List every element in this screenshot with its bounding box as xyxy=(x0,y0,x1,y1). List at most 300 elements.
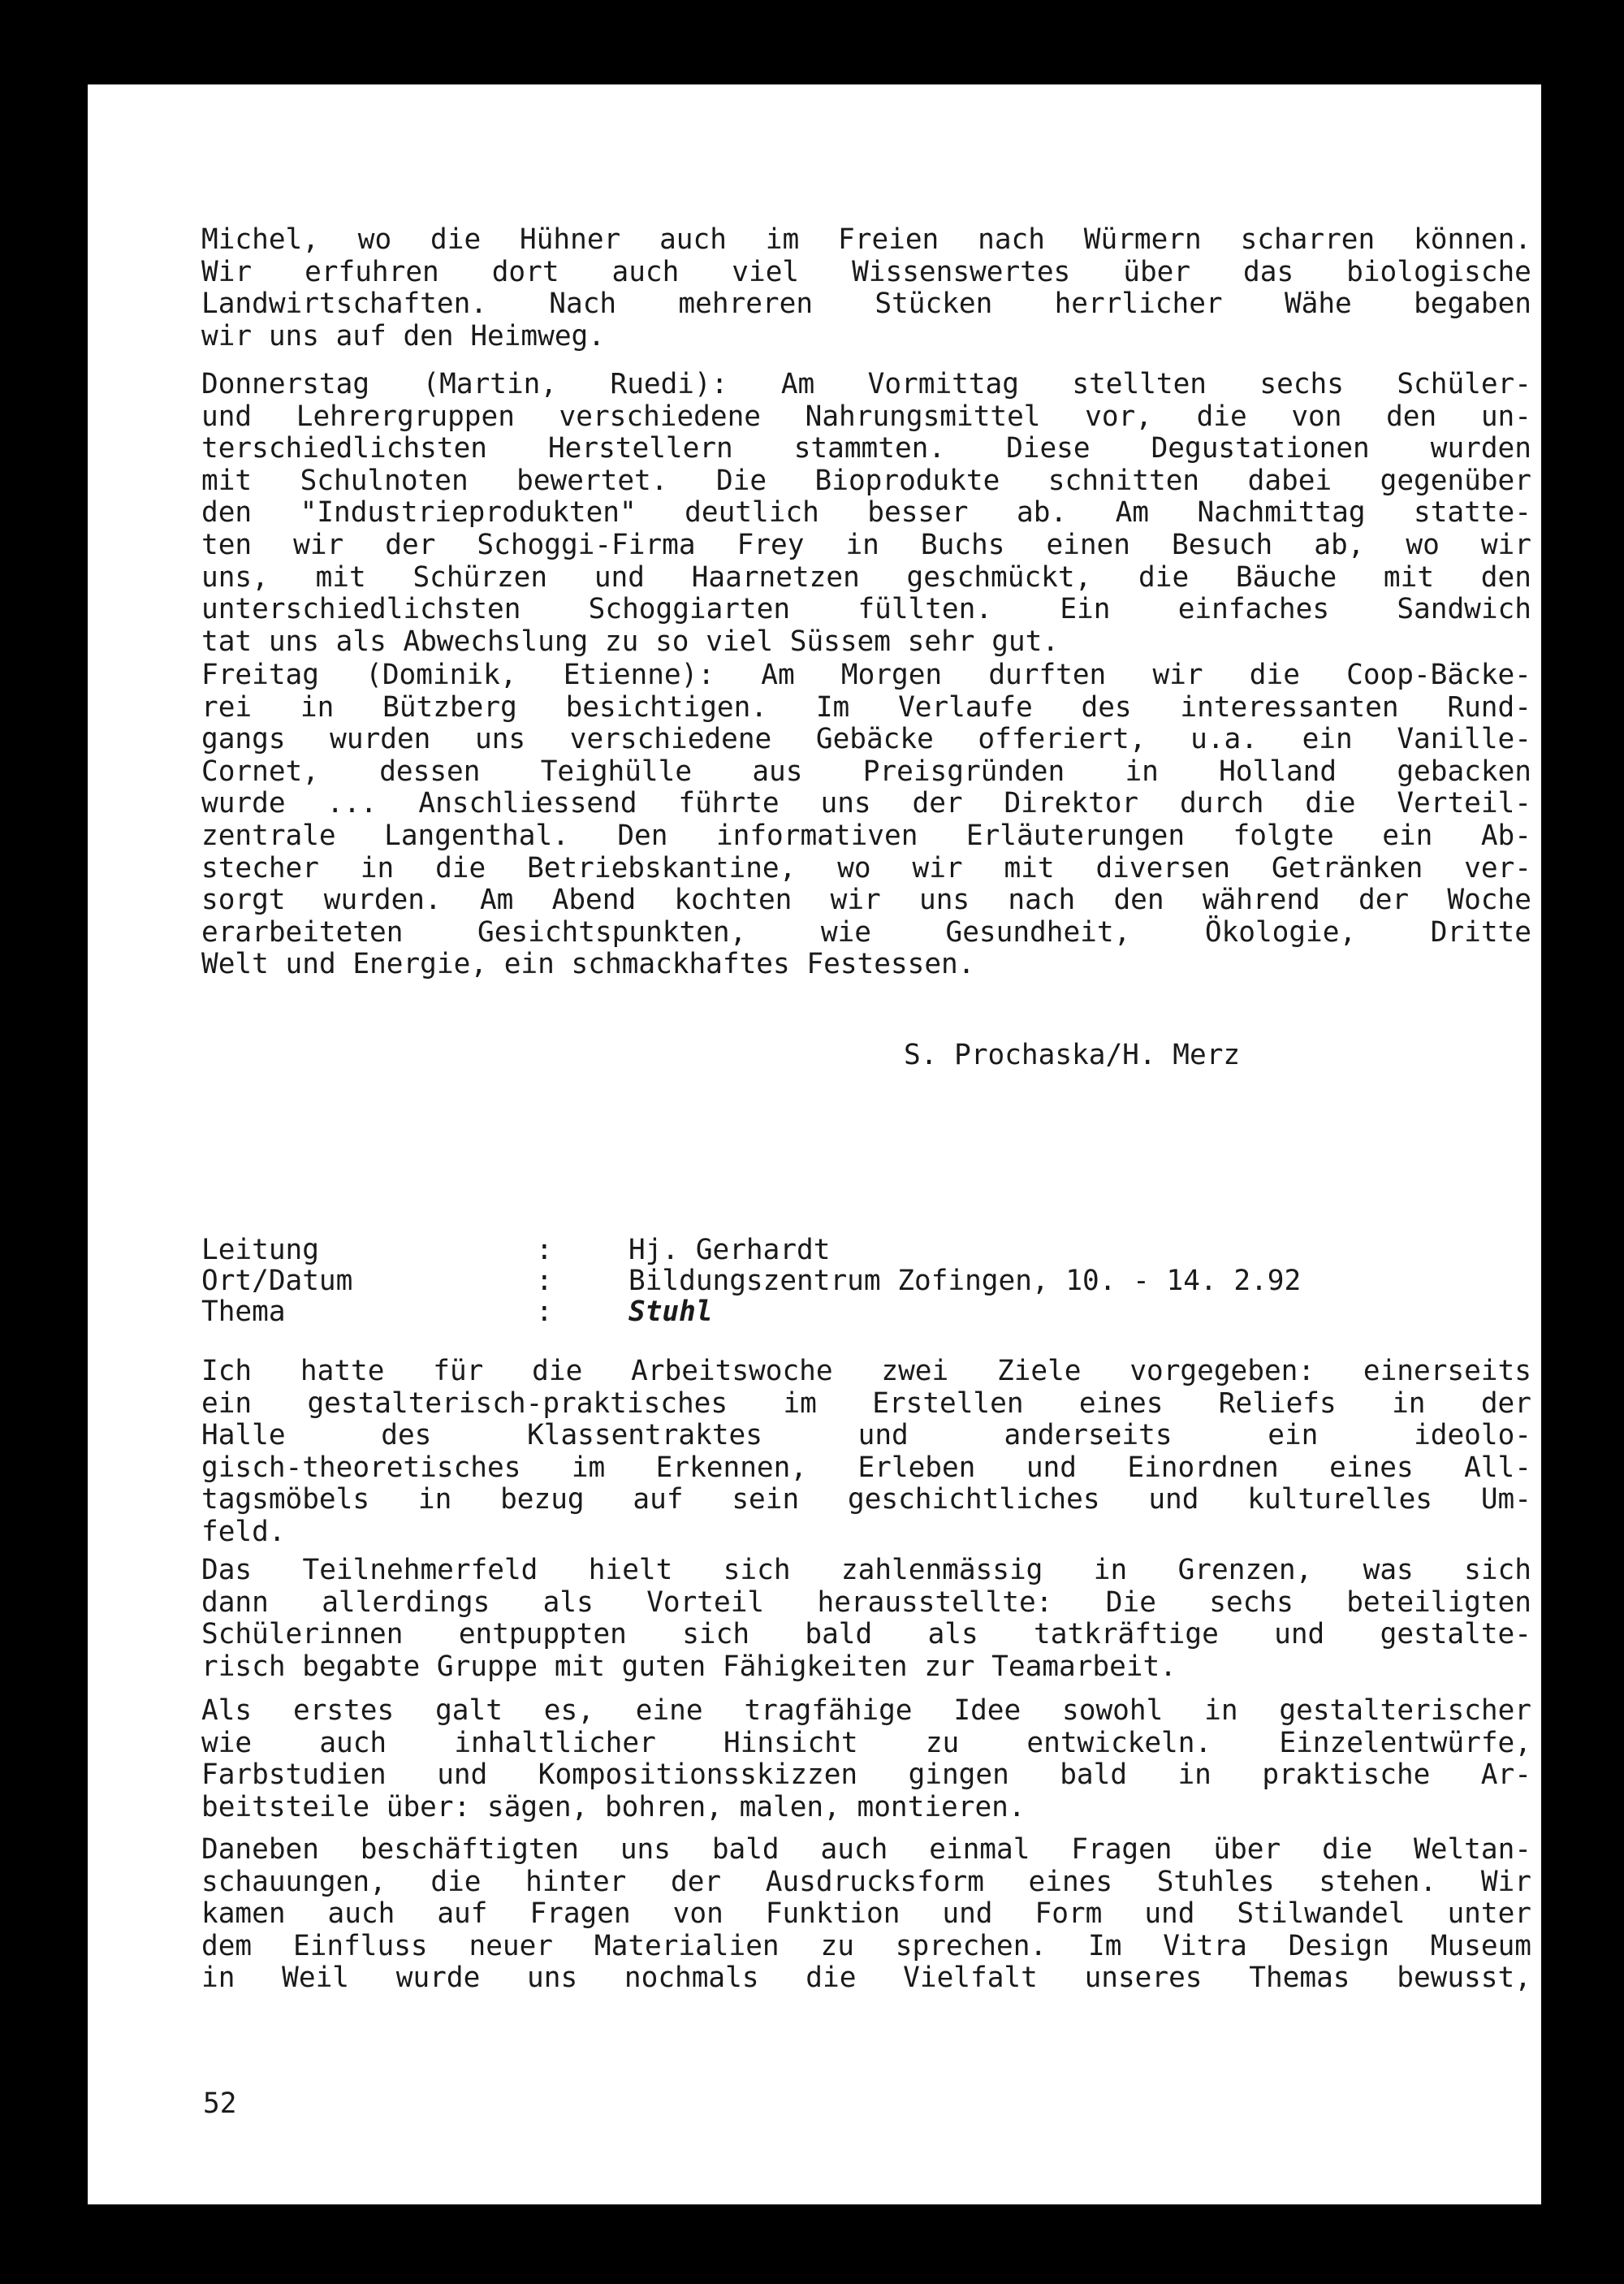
word: Einfluss xyxy=(292,1929,428,1962)
course-info-ort-datum xyxy=(201,1265,1301,1296)
word: Am xyxy=(780,368,815,400)
text-line xyxy=(201,1962,1531,1995)
word: begaben xyxy=(1414,288,1531,321)
word: herrlicher xyxy=(1054,288,1223,321)
word: Preisgründen xyxy=(862,755,1065,788)
word: Am xyxy=(1115,496,1149,530)
word: auf xyxy=(437,1897,488,1931)
word: einerseits xyxy=(1363,1355,1531,1387)
word: den xyxy=(1480,560,1531,594)
word: Halle xyxy=(201,1419,286,1452)
word: zentrale xyxy=(201,819,336,852)
word: tagsmöbels xyxy=(201,1483,370,1516)
word: Betriebskantine, xyxy=(527,851,797,885)
text-line xyxy=(201,949,1531,981)
word: Als xyxy=(201,1694,253,1727)
word: und xyxy=(1144,1897,1195,1931)
word: Vorteil xyxy=(646,1585,765,1619)
text-line xyxy=(201,1728,1531,1760)
word: Haarnetzen xyxy=(691,560,860,594)
word: inhaltlicher xyxy=(454,1726,656,1759)
word: wurde xyxy=(201,787,286,820)
word: folgte xyxy=(1233,819,1334,852)
word: bohren, xyxy=(604,1790,740,1823)
word: Teamarbeit. xyxy=(991,1650,1177,1683)
word: gestalte- xyxy=(1380,1618,1531,1651)
word: ab. xyxy=(1016,496,1068,530)
word: allerdings xyxy=(322,1585,490,1619)
word: herausstellte: xyxy=(817,1585,1053,1619)
word: un- xyxy=(1480,400,1531,433)
word: offeriert, xyxy=(978,723,1147,756)
word: die xyxy=(1196,400,1247,433)
word: Kompositionsskizzen xyxy=(538,1758,858,1792)
word: Fähigkeiten xyxy=(722,1650,925,1683)
meta-separator: : xyxy=(536,1296,553,1328)
word: ein xyxy=(1382,819,1433,852)
word: den xyxy=(1386,400,1437,433)
word: Bioprodukte xyxy=(814,464,1000,497)
word: informativen xyxy=(715,819,918,852)
word: einfaches xyxy=(1177,593,1330,626)
word: in xyxy=(1125,755,1159,788)
word: Lehrergruppen xyxy=(296,400,515,433)
word: wurden. xyxy=(323,884,442,917)
word: rei xyxy=(201,690,253,724)
word: Rund- xyxy=(1447,690,1531,724)
word: Das xyxy=(201,1554,253,1586)
word: Am xyxy=(479,884,514,917)
word: gebacken xyxy=(1397,755,1531,788)
word: Stuhles xyxy=(1156,1865,1275,1898)
word: sechs xyxy=(1259,368,1344,400)
word: gut. xyxy=(991,625,1060,658)
word: malen, xyxy=(739,1790,857,1823)
word: und xyxy=(857,1419,909,1452)
word: wir xyxy=(830,884,881,917)
word: Gebäcke xyxy=(815,723,934,756)
word: viel xyxy=(732,255,800,288)
word: Ziele xyxy=(996,1355,1082,1387)
word: Vitra xyxy=(1163,1929,1247,1962)
word: und xyxy=(1148,1483,1199,1516)
word: als xyxy=(927,1618,978,1651)
word: praktische xyxy=(1262,1758,1431,1792)
word: der xyxy=(385,528,436,561)
course-info xyxy=(201,1235,1301,1327)
word: durften xyxy=(988,659,1107,691)
word: in xyxy=(417,1483,452,1516)
word: Nachmittag xyxy=(1197,496,1366,530)
word: die xyxy=(1249,659,1300,691)
word: in xyxy=(845,528,879,561)
word: Anschliessend xyxy=(418,787,637,820)
word: den xyxy=(403,319,471,353)
text-line xyxy=(201,257,1531,289)
word: stammten. xyxy=(793,432,946,465)
word: statte- xyxy=(1414,496,1531,530)
signature: S. Prochaska/H. Merz xyxy=(904,1039,1241,1071)
word: Nahrungsmittel xyxy=(805,400,1041,433)
word: Degustationen xyxy=(1151,432,1370,465)
word: Energie, xyxy=(352,948,504,981)
word: bald xyxy=(805,1618,873,1651)
word: Schoggiarten xyxy=(588,593,791,626)
word: schmackhaftes xyxy=(571,948,807,981)
word: Im xyxy=(815,690,850,724)
word: (Martin, xyxy=(422,368,558,400)
word: deutlich xyxy=(685,496,819,530)
word: sehr xyxy=(907,625,992,658)
word: guten xyxy=(621,1650,723,1683)
word: wir xyxy=(201,319,269,353)
word: als xyxy=(335,625,404,658)
word: auch xyxy=(820,1833,888,1866)
word: Nach xyxy=(549,288,617,321)
word: einmal xyxy=(929,1833,1030,1866)
text-line xyxy=(201,1356,1531,1388)
word: wurde xyxy=(395,1962,481,1995)
word: wo xyxy=(1406,528,1440,561)
word: Erkennen, xyxy=(655,1451,808,1484)
text-line xyxy=(201,885,1531,917)
word: zu xyxy=(925,1726,960,1759)
word: als xyxy=(542,1585,594,1619)
word: bald xyxy=(1060,1758,1128,1792)
paragraph-freitag xyxy=(201,660,1531,981)
word: mit xyxy=(201,464,253,497)
paragraph-ziele xyxy=(201,1356,1531,1549)
text-line xyxy=(201,465,1531,498)
text-line xyxy=(201,626,1531,659)
word: ein xyxy=(1268,1419,1319,1452)
word: auf xyxy=(633,1483,684,1516)
text-line xyxy=(201,1516,1531,1549)
word: Im xyxy=(1088,1929,1122,1962)
word: beschäftigten xyxy=(360,1833,579,1866)
word: entwickeln. xyxy=(1026,1726,1212,1759)
word: Schülerinnen xyxy=(201,1618,404,1651)
word: der xyxy=(671,1865,722,1898)
word: Michel, xyxy=(201,223,319,256)
word: "Industrieprodukten" xyxy=(300,496,637,530)
word: Am xyxy=(761,659,795,691)
word: ideolo- xyxy=(1414,1419,1531,1452)
word: des xyxy=(381,1419,432,1452)
word: hatte xyxy=(300,1355,385,1387)
word: gangs xyxy=(201,723,286,756)
meta-separator: : xyxy=(536,1265,553,1297)
word: wie xyxy=(201,1726,253,1759)
word: mehreren xyxy=(678,288,814,321)
word: Freien xyxy=(838,223,939,256)
word: sprechen. xyxy=(895,1929,1047,1962)
word: Arbeitswoche xyxy=(631,1355,833,1387)
word: des xyxy=(1081,690,1132,724)
word: die xyxy=(435,851,486,885)
word: Gruppe xyxy=(436,1650,555,1683)
word: Besuch xyxy=(1171,528,1273,561)
word: dort xyxy=(491,255,559,288)
meta-label: Leitung xyxy=(201,1234,319,1266)
word: im xyxy=(783,1386,817,1420)
word: Ar- xyxy=(1480,1758,1531,1792)
text-line xyxy=(201,288,1531,321)
word: die xyxy=(806,1962,857,1995)
word: Ruedi): xyxy=(610,368,728,400)
word: Daneben xyxy=(201,1833,319,1866)
word: tatkräftige xyxy=(1034,1618,1219,1651)
word: der xyxy=(1358,884,1410,917)
word: galt xyxy=(435,1694,503,1727)
text-line xyxy=(201,369,1531,401)
word: Schulnoten xyxy=(300,464,469,497)
word: bewusst, xyxy=(1397,1962,1531,1995)
word: Schüler- xyxy=(1397,368,1531,400)
word: ein xyxy=(1302,723,1353,756)
word: Gesichtspunkten, xyxy=(477,915,747,949)
word: beitsteile xyxy=(201,1790,387,1823)
word: von xyxy=(672,1897,723,1931)
word: feld. xyxy=(201,1515,286,1548)
word: Abend xyxy=(551,884,637,917)
word: Verlaufe xyxy=(898,690,1033,724)
text-line xyxy=(201,1759,1531,1792)
word: entpuppten xyxy=(458,1618,627,1651)
word: Vielfalt xyxy=(903,1962,1038,1995)
word: geschmückt, xyxy=(906,560,1092,594)
word: schauungen, xyxy=(201,1865,387,1898)
word: Getränken xyxy=(1271,851,1423,885)
word: zahlenmässig xyxy=(840,1554,1043,1586)
text-line xyxy=(201,433,1531,465)
word: ab, xyxy=(1314,528,1365,561)
word: wurden xyxy=(1430,432,1531,465)
word: dessen xyxy=(379,755,481,788)
text-line xyxy=(201,497,1531,530)
word: sechs xyxy=(1209,1585,1294,1619)
word: in xyxy=(300,690,335,724)
word: so xyxy=(655,625,706,658)
word: Hühner xyxy=(520,223,621,256)
paragraph-weltanschauungen xyxy=(201,1834,1531,1995)
word: Bäuche xyxy=(1235,560,1337,594)
word: von xyxy=(1291,400,1342,433)
word: ... xyxy=(326,787,378,820)
word: einen xyxy=(1046,528,1130,561)
meta-value-theme: Stuhl xyxy=(628,1296,713,1328)
word: scharren xyxy=(1240,223,1376,256)
word: es, xyxy=(543,1694,594,1727)
word: montieren. xyxy=(857,1790,1026,1823)
word: tragfähige xyxy=(744,1694,913,1727)
text-line xyxy=(201,788,1531,820)
document-page xyxy=(88,84,1541,2204)
word: Gesundheit, xyxy=(945,915,1131,949)
text-line xyxy=(201,917,1531,950)
word: wir xyxy=(1152,659,1203,691)
word: All- xyxy=(1464,1451,1531,1484)
word: bezug xyxy=(500,1483,585,1516)
word: wo xyxy=(837,851,871,885)
word: die xyxy=(1305,787,1356,820)
word: die xyxy=(430,223,482,256)
text-line xyxy=(201,1555,1531,1587)
word: auf xyxy=(335,319,404,353)
word: und xyxy=(594,560,645,594)
word: uns xyxy=(918,884,970,917)
word: Wissenswertes xyxy=(852,255,1071,288)
word: für xyxy=(433,1355,484,1387)
word: Ökologie, xyxy=(1204,915,1357,949)
word: stecher xyxy=(201,851,319,885)
word: nochmals xyxy=(624,1962,759,1995)
word: begabte xyxy=(302,1650,437,1683)
word: erfuhren xyxy=(304,255,439,288)
course-info-thema xyxy=(201,1296,1301,1327)
word: Herstellern xyxy=(547,432,733,465)
word: Langenthal. xyxy=(384,819,569,852)
word: stellten xyxy=(1072,368,1207,400)
word: Teilnehmerfeld xyxy=(302,1554,538,1586)
word: Funktion xyxy=(765,1897,901,1931)
word: uns, xyxy=(201,560,269,594)
word: biologische xyxy=(1346,255,1531,288)
text-line xyxy=(201,1898,1531,1931)
word: Farbstudien xyxy=(201,1758,387,1792)
text-line xyxy=(201,1867,1531,1899)
word: verschiedene xyxy=(559,400,762,433)
word: sowohl xyxy=(1062,1694,1164,1727)
meta-value: Bildungszentrum Zofingen, 10. - 14. 2.92 xyxy=(628,1265,1302,1297)
word: sich xyxy=(723,1554,791,1586)
word: zwei xyxy=(881,1355,949,1387)
word: auch xyxy=(659,223,727,256)
meta-value: Hj. Gerhardt xyxy=(628,1234,831,1266)
word: diversen xyxy=(1095,851,1231,885)
word: der xyxy=(912,787,963,820)
word: Diese xyxy=(1006,432,1091,465)
word: führte xyxy=(678,787,780,820)
word: wo xyxy=(357,223,392,256)
word: uns xyxy=(820,787,871,820)
word: Welt xyxy=(201,948,286,981)
word: in xyxy=(1392,1386,1426,1420)
word: hinter xyxy=(525,1865,627,1898)
word: Freitag xyxy=(201,659,319,691)
word: neuer xyxy=(469,1929,554,1962)
paragraph-michel xyxy=(201,224,1531,353)
word: Form xyxy=(1034,1897,1103,1931)
word: Sandwich xyxy=(1397,593,1531,626)
word: anderseits xyxy=(1004,1419,1173,1452)
word: Wähe xyxy=(1284,288,1352,321)
word: Schürzen xyxy=(412,560,548,594)
word: unseres xyxy=(1084,1962,1203,1995)
text-line xyxy=(201,224,1531,257)
word: wir xyxy=(912,851,963,885)
word: auch xyxy=(319,1726,387,1759)
word: in xyxy=(201,1962,235,1995)
word: Einordnen xyxy=(1127,1451,1279,1484)
word: geschichtliches xyxy=(847,1483,1100,1516)
word: schnitten xyxy=(1047,464,1200,497)
word: hielt xyxy=(588,1554,673,1586)
meta-separator: : xyxy=(536,1234,553,1266)
word: die xyxy=(1322,1833,1373,1866)
word: mit xyxy=(1004,851,1055,885)
word: Woche xyxy=(1447,884,1531,917)
word: ein xyxy=(201,1386,253,1420)
word: Idee xyxy=(953,1694,1021,1727)
word: uns xyxy=(527,1962,578,1995)
word: Cornet, xyxy=(201,755,319,788)
word: eines xyxy=(1028,1865,1113,1898)
word: Würmern xyxy=(1083,223,1202,256)
word: Ausdrucksform xyxy=(765,1865,984,1898)
word: Etienne): xyxy=(563,659,715,691)
word: nach xyxy=(1008,884,1076,917)
word: Weltan- xyxy=(1414,1833,1531,1866)
word: unter xyxy=(1447,1897,1531,1931)
word: dann xyxy=(201,1585,269,1619)
word: Die xyxy=(1105,1585,1156,1619)
word: ver- xyxy=(1464,851,1531,885)
word: Ab- xyxy=(1480,819,1531,852)
word: eine xyxy=(635,1694,703,1727)
word: die xyxy=(430,1865,482,1898)
meta-label: Ort/Datum xyxy=(201,1265,353,1297)
word: gestalterisch-praktisches xyxy=(307,1386,728,1420)
word: terschiedlichsten xyxy=(201,432,487,465)
word: was xyxy=(1363,1554,1414,1586)
word: über: xyxy=(386,1790,487,1823)
word: uns xyxy=(268,319,336,353)
word: verschiedene xyxy=(569,723,772,756)
word: Materialien xyxy=(594,1929,780,1962)
word: Dritte xyxy=(1430,915,1531,949)
word: eines xyxy=(1078,1386,1164,1420)
word: besichtigen. xyxy=(565,690,768,724)
word: Fragen xyxy=(1071,1833,1173,1866)
word: stehen. xyxy=(1319,1865,1437,1898)
page-number: 52 xyxy=(203,2087,237,2120)
word: bewertet. xyxy=(516,464,668,497)
text-line xyxy=(201,594,1531,626)
word: Grenzen, xyxy=(1177,1554,1313,1586)
word: Stücken xyxy=(875,288,993,321)
word: risch xyxy=(201,1650,303,1683)
word: und xyxy=(201,400,253,433)
text-line xyxy=(201,321,1531,353)
word: Hinsicht xyxy=(723,1726,858,1759)
word: Teighülle xyxy=(540,755,693,788)
word: Weil xyxy=(282,1962,349,1995)
word: Coop-Bäcke- xyxy=(1346,659,1531,691)
text-line xyxy=(201,1834,1531,1867)
text-line xyxy=(201,1452,1531,1485)
word: uns xyxy=(620,1833,671,1866)
paragraph-idee xyxy=(201,1695,1531,1823)
word: die xyxy=(1138,560,1190,594)
word: Vanille- xyxy=(1397,723,1531,756)
word: durch xyxy=(1179,787,1264,820)
word: und xyxy=(942,1897,993,1931)
word: Erstellen xyxy=(872,1386,1024,1420)
text-line xyxy=(201,1619,1531,1651)
word: dabei xyxy=(1247,464,1332,497)
word: Frey xyxy=(736,528,805,561)
